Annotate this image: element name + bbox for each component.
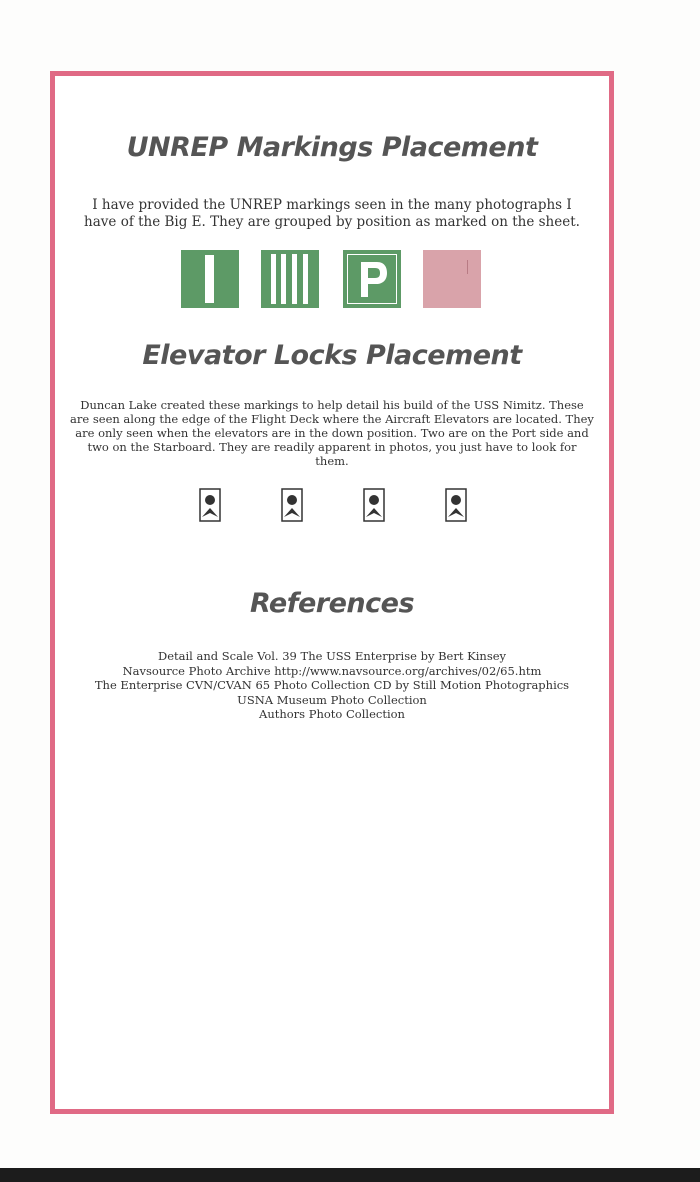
marker-bar [281,254,286,304]
elevator-lock-row [55,488,609,528]
marker-bar [292,254,297,304]
unrep-marker-row [55,246,609,308]
unrep-marker-four-bars [261,250,319,308]
reference-item: Navsource Photo Archive http://www.navsource.org/archives/02/65.htm [122,663,542,678]
elevator-locks-heading: Elevator Locks Placement [142,340,522,371]
sheet-frame [50,71,614,1114]
letter-p-graphic [343,250,401,308]
elevator-lock-icon [363,488,385,522]
unrep-marker-single-bar [181,250,239,308]
unrep-marker-pink [423,250,481,308]
marker-scratch [467,260,468,274]
reference-item: The Enterprise CVN/CVAN 65 Photo Collection CD by Still Motion Photographics [94,678,570,692]
unrep-marker-letter-p [343,250,401,308]
marker-bar [205,255,214,303]
marker-bar [303,254,308,304]
elevator-lock-icon [199,488,221,522]
references-list [55,649,609,722]
references-heading: References [249,588,415,619]
reference-item: Authors Photo Collection [259,707,405,721]
unrep-heading: UNREP Markings Placement [126,132,538,163]
elevator-lock-icon [445,488,467,522]
elevator-lock-icon [281,488,303,522]
reference-item: Detail and Scale Vol. 39 The USS Enterprise by Bert Kinsey [157,649,507,663]
unrep-description: I have provided the UNREP markings seen in the many photographs I have of the Big E. They are grouped by position as marked on the sheet. [84,197,580,230]
marker-bar [271,254,276,304]
elevator-locks-description: Duncan Lake created these markings to help detail his build of the USS Nimitz. These are seen along the edge of the Flight Deck where the Aircraft Elevators are located. They are only seen when the elevators are in the down position. Two are on the Port side and two on the Starboard. They are readily apparent in photos, you just have to look for them. [70,398,594,468]
scan-bottom-edge [0,1168,700,1182]
reference-item: USNA Museum Photo Collection [237,692,427,707]
